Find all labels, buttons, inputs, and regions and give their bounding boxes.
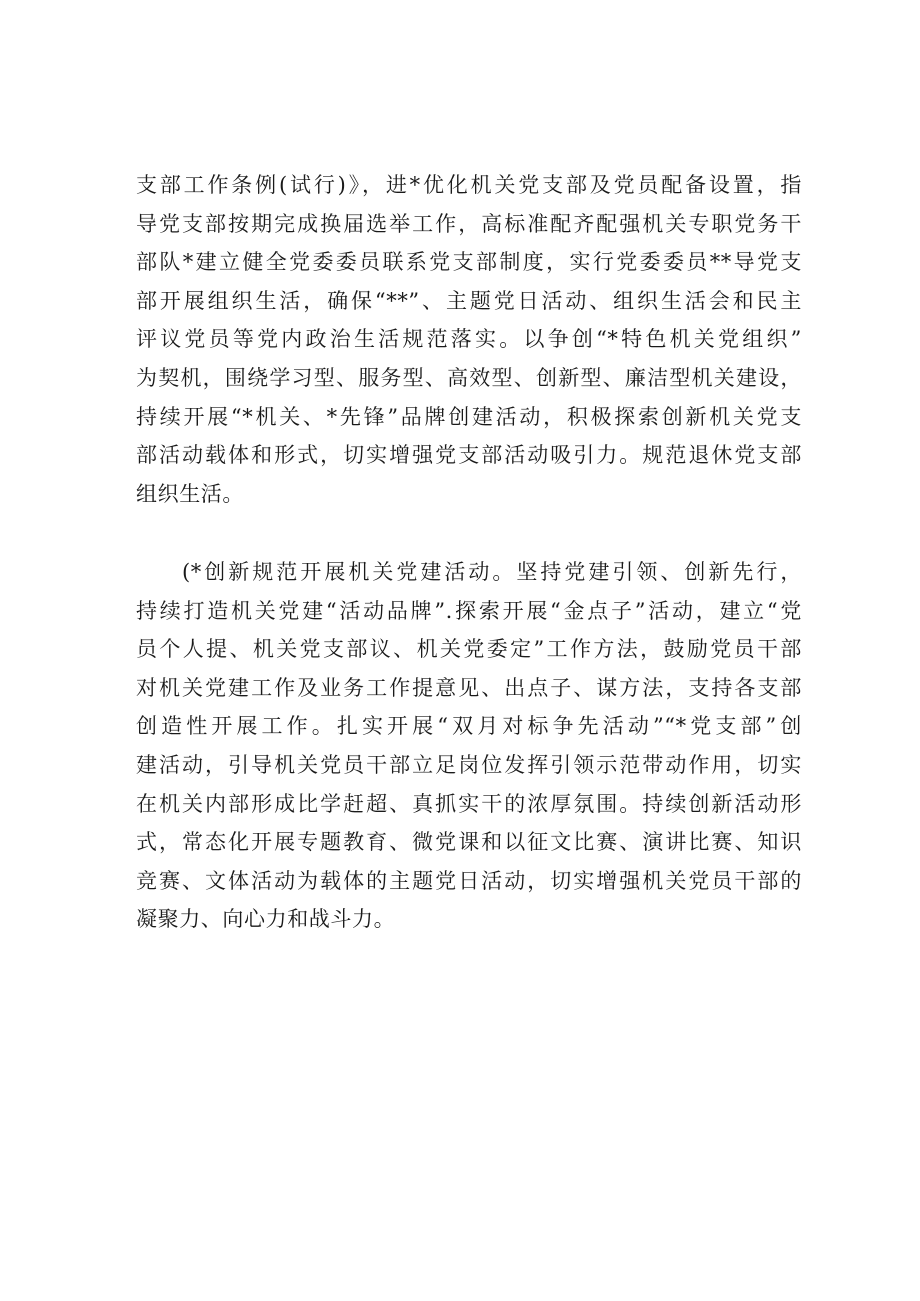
paragraph-line: 部队*建立健全党委委员联系党支部制度，实行党委委员**导党支 [136, 250, 802, 275]
paragraph-line: 持续打造机关党建“活动品牌”.探索开展“金点子”活动，建立“党 [136, 598, 802, 623]
paragraph-line: 导党支部按期完成换届选举工作，高标准配齐配强机关专职党务干 [136, 211, 802, 236]
paragraph-line: 组织生活。 [136, 481, 244, 506]
paragraph-line: 式，常态化开展专题教育、微党课和以征文比赛、演讲比赛、知识 [136, 830, 802, 855]
paragraph-line: 持续开展“*机关、*先锋”品牌创建活动，积极探索创新机关党支 [136, 404, 802, 429]
paragraph-line: 对机关党建工作及业务工作提意见、出点子、谋方法，支持各支部 [136, 675, 802, 700]
paragraph-line: 为契机，围绕学习型、服务型、高效型、创新型、廉洁型机关建设， [136, 365, 802, 390]
paragraph-line: 部活动载体和形式，切实增强党支部活动吸引力。规范退休党支部 [136, 443, 802, 468]
paragraph-line: (*创新规范开展机关党建活动。坚持党建引领、创新先行， [182, 560, 802, 584]
paragraph-line: 部开展组织生活，确保“**”、主题党日活动、组织生活会和民主 [136, 288, 802, 313]
paragraph-line: 评议党员等党内政治生活规范落实。以争创“*特色机关党组织” [136, 327, 802, 352]
paragraph-party-activities [136, 553, 802, 939]
paragraph-line: 支部工作条例(试行)》，进*优化机关党支部及党员配备设置，指 [136, 173, 802, 197]
paragraph-line: 员个人提、机关党支部议、机关党委定”工作方法，鼓励党员干部 [136, 637, 802, 662]
paragraph-line: 竞赛、文体活动为载体的主题党日活动，切实增强机关党员干部的 [136, 868, 802, 893]
paragraph-line: 创造性开展工作。扎实开展“双月对标争先活动”“*党支部”创 [136, 714, 802, 739]
paragraph-line: 凝聚力、向心力和战斗力。 [136, 907, 396, 932]
paragraph-line: 在机关内部形成比学赶超、真抓实干的浓厚氛围。持续创新活动形 [136, 791, 802, 816]
paragraph-line: 建活动，引导机关党员干部立足岗位发挥引领示范带动作用，切实 [136, 752, 802, 777]
paragraph-branch-organization [136, 166, 802, 513]
